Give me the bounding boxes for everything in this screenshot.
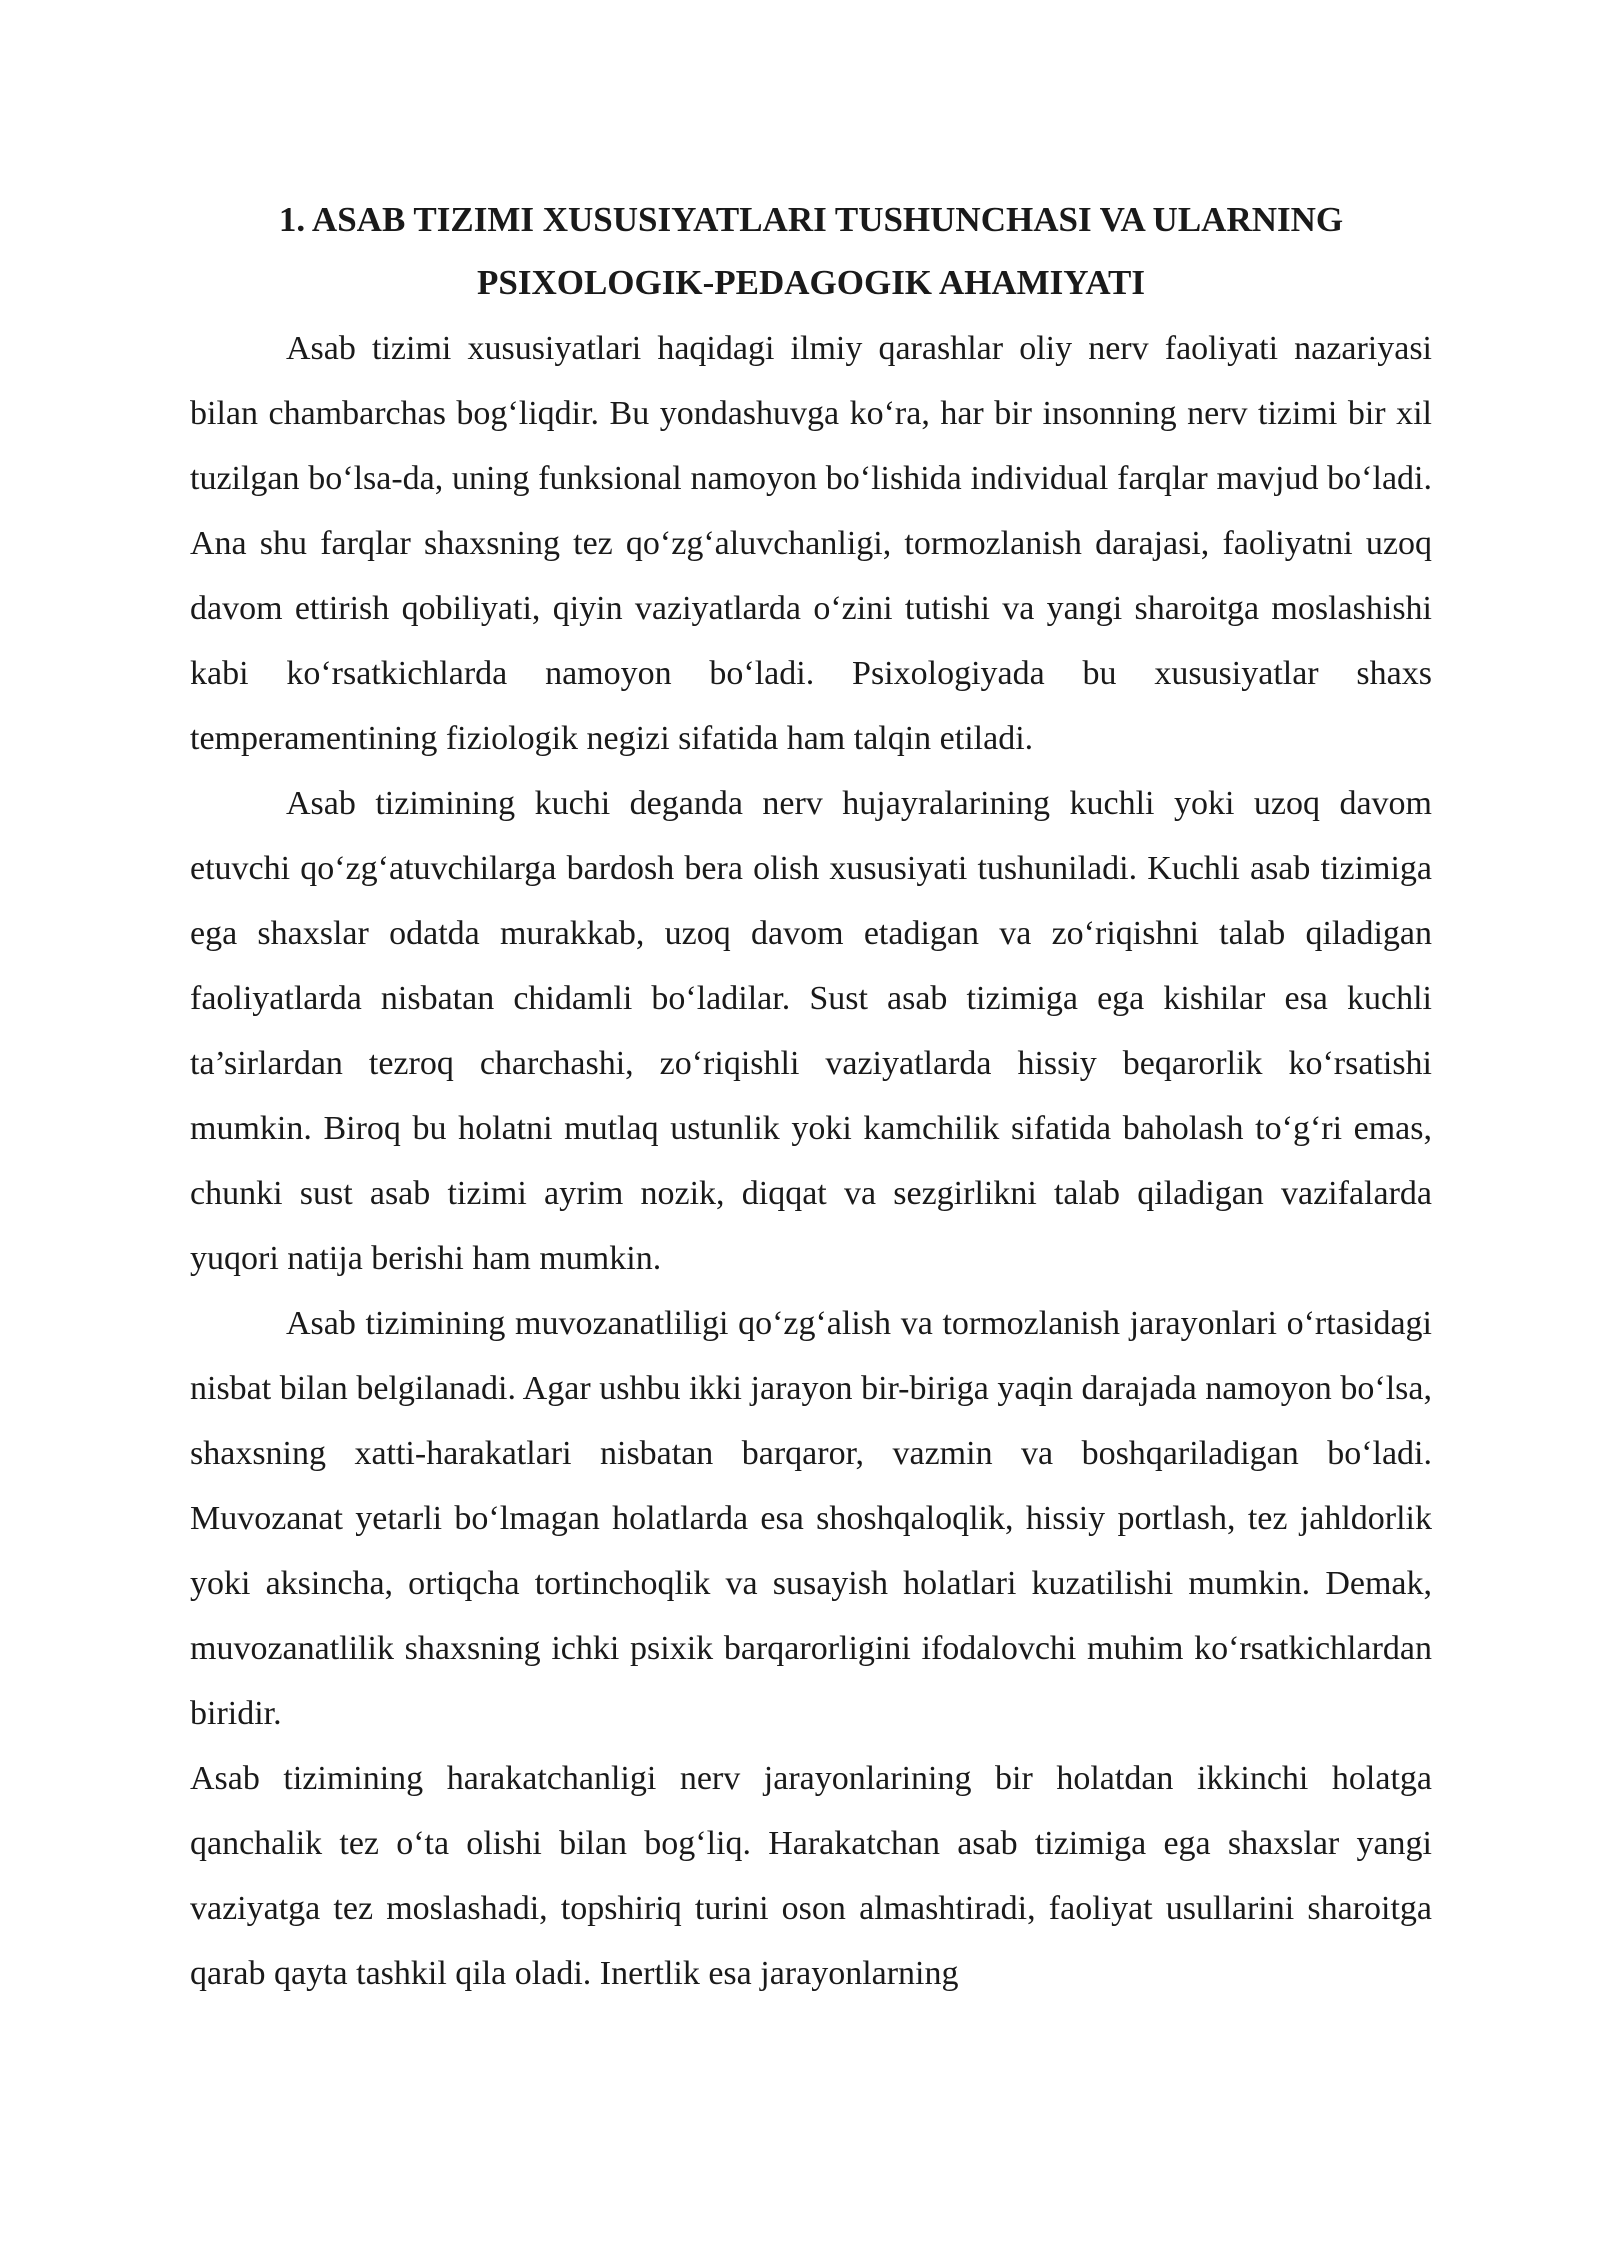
section-title	[190, 188, 1432, 314]
section-title-line-1: 1. ASAB TIZIMI XUSUSIYATLARI TUSHUNCHASI VA ULARNING	[278, 200, 1344, 239]
paragraph-nervous-system-properties: Asab tizimi xususiyatlari haqidagi ilmiy qarashlar oliy nerv faoliyati nazariyasi bilan chambarchas bog‘liqdir. Bu yondashuvga ko‘ra, har bir insonning nerv tizimi bir xil tuzilgan bo‘lsa-da, uning funksional namoyon bo‘lishida individual farqlar mavjud bo‘ladi. Ana shu farqlar shaxsning tez qo‘zg‘aluvchanligi, tormozlanish darajasi, faoliyatni uzoq davom ettirish qobiliyati, qiyin vaziyatlarda o‘zini tutishi va yangi sharoitga moslashishi kabi ko‘rsatkichlarda namoyon bo‘ladi. Psixologiyada bu xususiyatlar shaxs temperamentining fiziologik negizi sifatida ham talqin etiladi.	[190, 330, 1432, 757]
paragraph-balance: Asab tizimining muvozanatliligi qo‘zg‘alish va tormozlanish jarayonlari o‘rtasidagi nisbat bilan belgilanadi. Agar ushbu ikki jarayon bir-biriga yaqin darajada namoyon bo‘lsa, shaxsning xatti-harakatlari nisbatan barqaror, vazmin va boshqariladigan bo‘ladi. Muvozanat yetarli bo‘lmagan holatlarda esa shoshqaloqlik, hissiy portlash, tez jahldorlik yoki aksincha, ortiqcha tortinchoqlik va susayish holatlari kuzatilishi mumkin. Demak, muvozanatlilik shaxsning ichki psixik barqarorligini ifodalovchi muhim ko‘rsatkichlardan biridir.	[190, 1305, 1432, 1732]
paragraph-mobility: Asab tizimining harakatchanligi nerv jarayonlarining bir holatdan ikkinchi holatga qanchalik tez o‘ta olishi bilan bog‘liq. Harakatchan asab tizimiga ega shaxslar yangi vaziyatga tez moslashadi, topshiriq turini oson almashtiradi, faoliyat usullarini sharoitga qarab qayta tashkil qila oladi. Inertlik esa jarayonlarning	[190, 1760, 1432, 1992]
document-page	[190, 188, 1432, 2006]
section-title-line-2: PSIXOLOGIK-PEDAGOGIK AHAMIYATI	[476, 263, 1145, 302]
paragraph-strength: Asab tizimining kuchi deganda nerv hujayralarining kuchli yoki uzoq davom etuvchi qo‘zg‘atuvchilarga bardosh bera olish xususiyati tushuniladi. Kuchli asab tizimiga ega shaxslar odatda murakkab, uzoq davom etadigan va zo‘riqishni talab qiladigan faoliyatlarda nisbatan chidamli bo‘ladilar. Sust asab tizimiga ega kishilar esa kuchli ta’sirlardan tezroq charchashi, zo‘riqishli vaziyatlarda hissiy beqarorlik ko‘rsatishi mumkin. Biroq bu holatni mutlaq ustunlik yoki kamchilik sifatida baholash to‘g‘ri emas, chunki sust asab tizimi ayrim nozik, diqqat va sezgirlikni talab qiladigan vazifalarda yuqori natija berishi ham mumkin.	[190, 785, 1432, 1277]
